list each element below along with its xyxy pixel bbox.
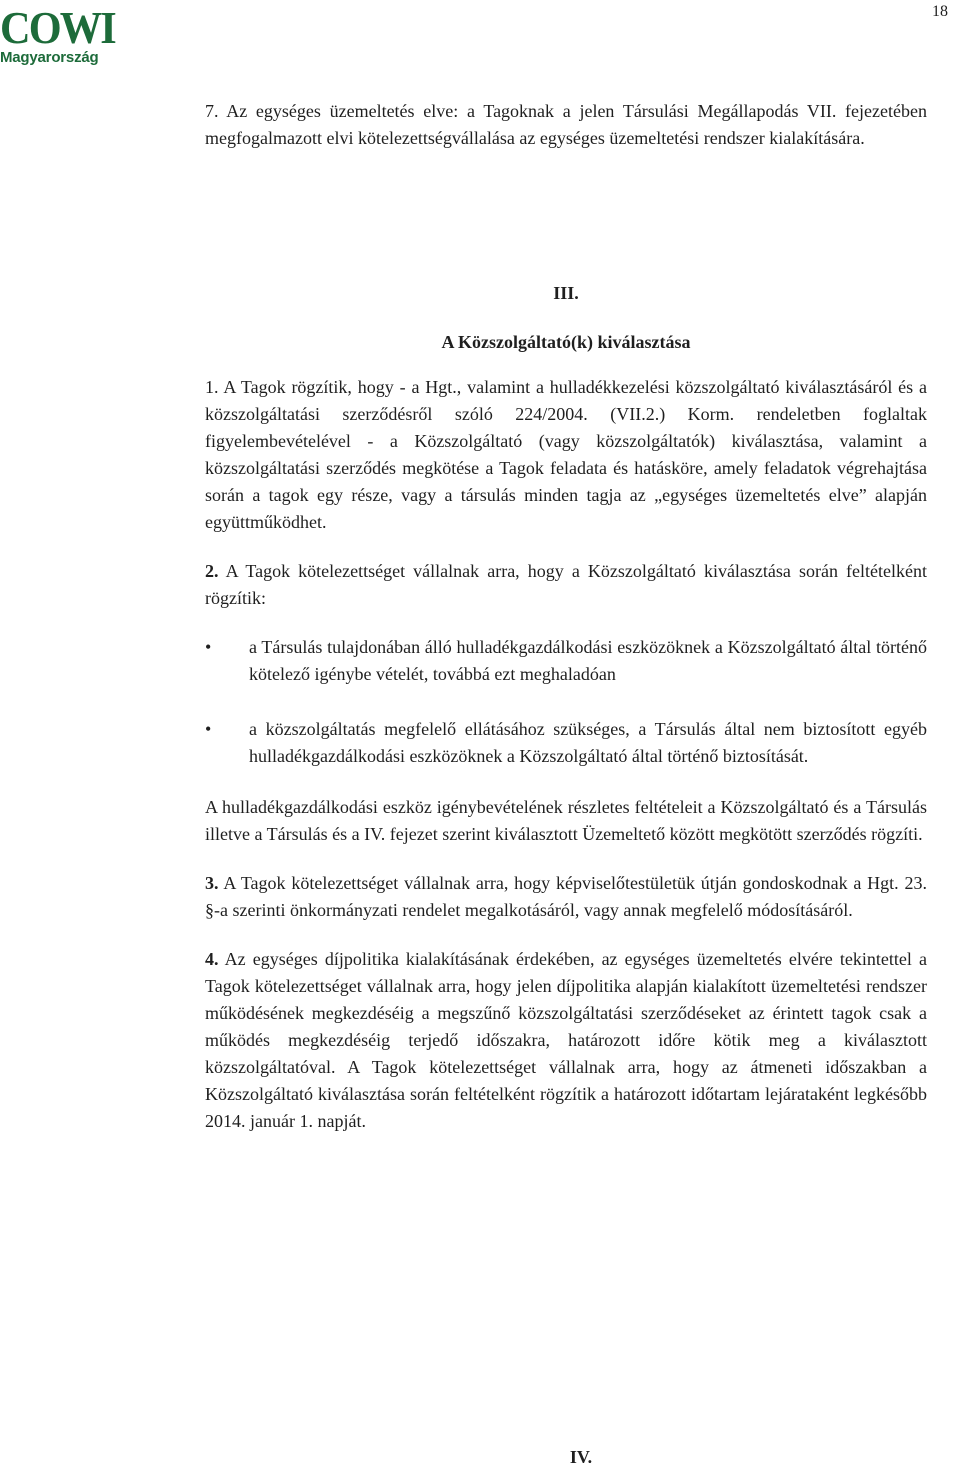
intro-paragraph: 7. Az egységes üzemeltetés elve: a Tagoknak a jelen Társulási Megállapodás VII. fejezetében megfogalmazott elvi kötelezettségvállalása az egységes üzemeltetési rendszer kialakítására. bbox=[205, 101, 927, 148]
next-section-number: IV. bbox=[569, 1447, 593, 1467]
paragraph-2-text: A Tagok kötelezettséget vállalnak arra, hogy a Közszolgáltató kiválasztása során feltételként rögzítik: bbox=[205, 561, 927, 608]
section-title: A Közszolgáltató(k) kiválasztása bbox=[441, 332, 691, 352]
logo-main-text: COWI bbox=[0, 2, 115, 53]
requirements-list bbox=[205, 634, 927, 770]
paragraph-2-number: 2. bbox=[205, 561, 219, 581]
paragraph-3-text: A Tagok kötelezettséget vállalnak arra, hogy képviselőtestületük útján gondoskodnak a Hgt. 23. §-a szerinti önkormányzati rendelet megalkotásáról, vagy annak megfelelő módosításáról. bbox=[205, 873, 927, 920]
list-item-text: a közszolgáltatás megfelelő ellátásához szükséges, a Társulás által nem biztosított egyéb hulladékgazdálkodási eszközöknek a Közszolgáltató által történő biztosítását. bbox=[249, 719, 927, 766]
paragraph-1: 1. A Tagok rögzítik, hogy - a Hgt., valamint a hulladékkezelési közszolgáltató kiválasztásáról és a közszolgáltatási szerződésről szóló 224/2004. (VII.2.) Korm. rendeletben foglaltak figyelembevételével - a Közszolgáltató (vagy közszolgáltatók) kiválasztása, valamint a közszolgáltatási szerződés megkötése a Tagok feladata és hatásköre, amely feladatok végrehajtása során a tagok egy része, vagy a társulás minden tagja az „egységes üzemeltetés elve” alapján együttműködhet. bbox=[205, 377, 927, 532]
paragraph-2b: A hulladékgazdálkodási eszköz igénybevételének részletes feltételeit a Közszolgáltató és a Társulás illetve a Társulás és a IV. fejezet szerint kiválasztott Üzemeltető között megkötött szerződés rögzíti. bbox=[205, 797, 927, 844]
logo-sub-text: Magyarország bbox=[0, 49, 99, 66]
cowi-logo bbox=[0, 2, 130, 66]
paragraph-2 bbox=[205, 558, 927, 612]
paragraph-4 bbox=[205, 946, 927, 1135]
bullet-icon: • bbox=[205, 637, 212, 657]
bullet-icon: • bbox=[205, 719, 212, 739]
list-item bbox=[205, 634, 927, 688]
paragraph-3 bbox=[205, 870, 927, 924]
paragraph-3-number: 3. bbox=[205, 873, 219, 893]
paragraph-4-number: 4. bbox=[205, 949, 219, 969]
page-number: 18 bbox=[932, 3, 948, 20]
list-item-text: a Társulás tulajdonában álló hulladékgazdálkodási eszközöknek a Közszolgáltató által történő kötelező igénybe vételét, továbbá ezt meghaladóan bbox=[249, 637, 927, 684]
paragraph-4-text: Az egységes díjpolitika kialakításának érdekében, az egységes üzemeltetés elvére tekintettel a Tagok kötelezettséget vállalnak arra, hogy jelen díjpolitika alapján kialakított üzemeltetési rendszer működésének megkezdéséig a megszűnő közszolgáltatási szerződéseket az érintett tagok csak a működés megkezdéséig terjedő időszakra, határozott időre kötik meg a kiválasztott közszolgáltatóval. A Tagok kötelezettséget vállalnak arra, hogy az átmeneti időszakban a Közszolgáltató kiválasztása során feltételként rögzítik a határozott időtartam lejárataként legkésőbb 2014. január 1. napját. bbox=[205, 949, 927, 1131]
list-item bbox=[205, 716, 927, 770]
section-number: III. bbox=[553, 283, 579, 303]
document-body bbox=[205, 98, 927, 1135]
